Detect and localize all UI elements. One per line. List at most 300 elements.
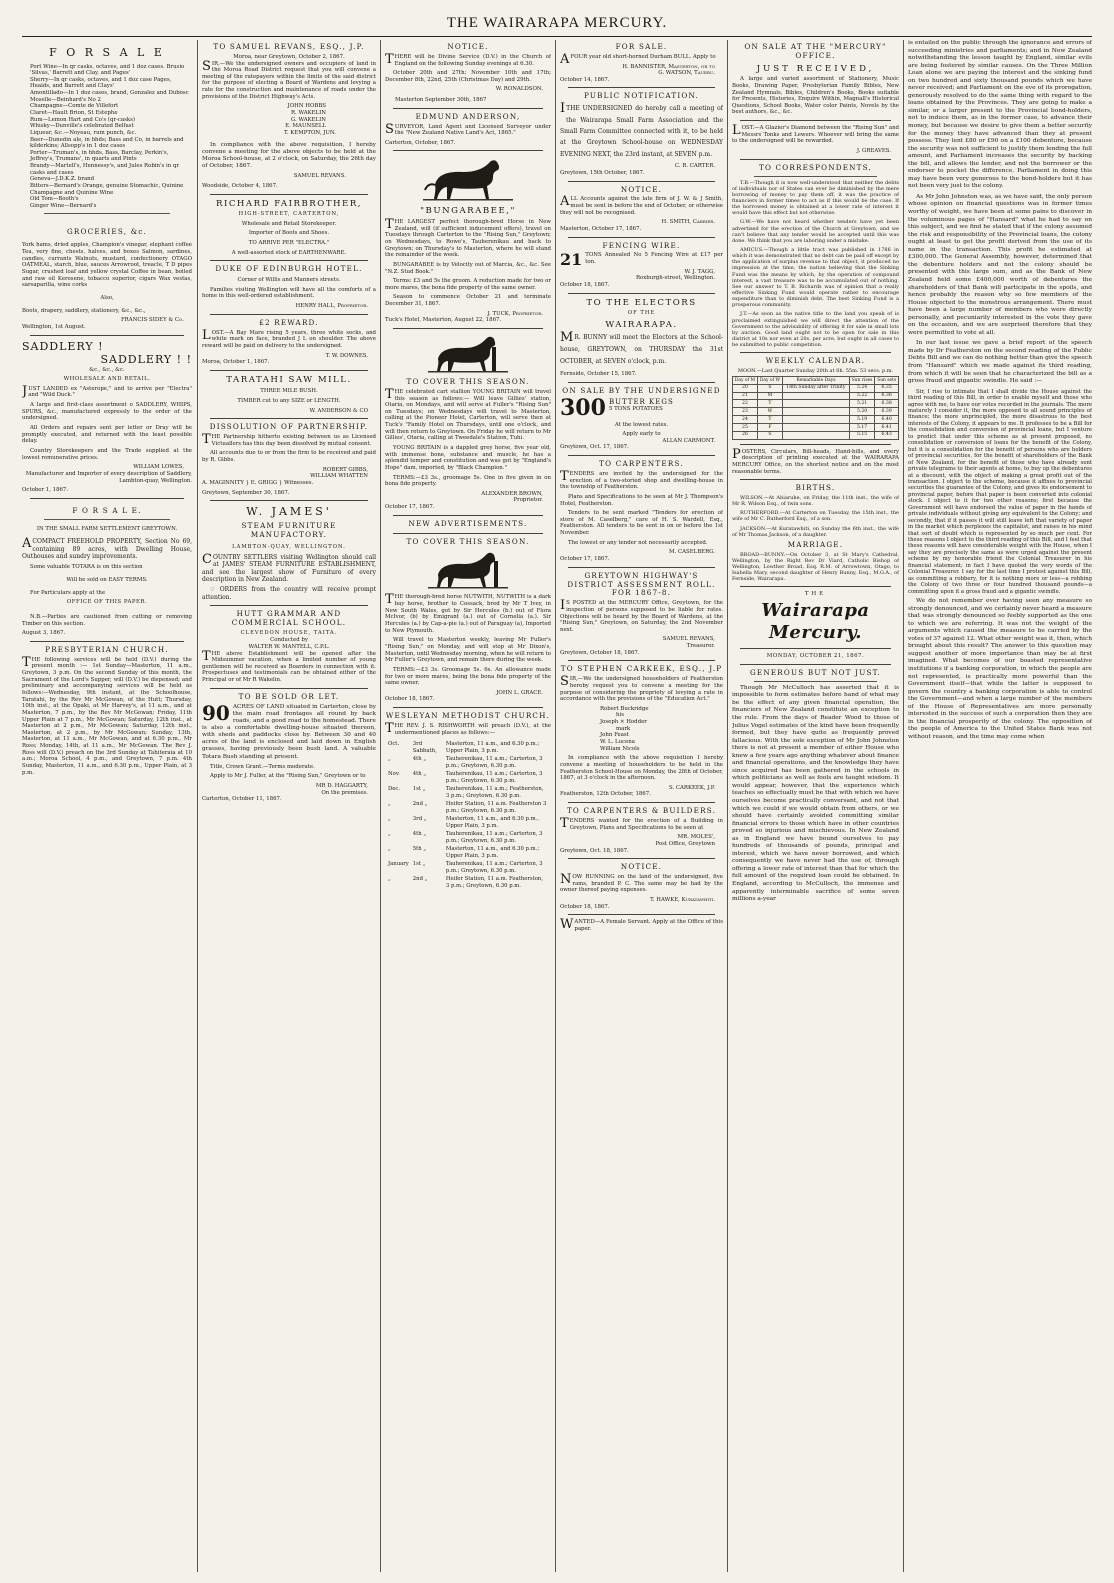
list-item: Champagne—Comte de Villefort — [30, 103, 119, 110]
table-cell: 5.21 — [849, 400, 874, 408]
hutt-name: WALTER W. MANTELL, C.P.L. — [248, 643, 330, 650]
highway-date: Greytown, October 18, 1867. — [560, 649, 640, 656]
fairbrother-sub: HIGH-STREET, CARTERTON, — [238, 211, 340, 218]
divider — [568, 293, 715, 294]
dissolution-signature: ROBERT GIBBS, — [322, 466, 368, 473]
column-rule — [727, 40, 728, 1572]
notice-accounts-date: Masterton, October 17, 1867. — [560, 225, 642, 232]
leader-continued: We do not remember ever having seen any measure so strongly denounced, and we certainly never heard a measure that was strongly denounced so feebly supported as the one to which we are referring. It was not the weight of the arguments which caused the measure to be carried by the votes of 37 against 12. What other weight was it, then, which brought about this result? The answer to this question may suggest another of more importance than may be at first imagined. What becomes of our boasted representative institutions if a banking corporation, in which the people are not represented, is practically more powerful than the Government itself—that while the latter is supposed to govern the country a banking corporation is able to control the Government—and when a large number of the members of the House of Representatives are more personally interested in the success of such a corporation then they are in the financial prosperity of the colony. The opposition of the people of America to the United States Bank was not without reason, and the time may come when — [908, 598, 1092, 740]
divider — [393, 328, 543, 329]
highway-heading: GREYTOWN HIGHWAY'S DISTRICT ASSESSMENT ROLL. FOR 1867-8. — [567, 570, 716, 598]
table-cell — [782, 431, 849, 439]
column-6 — [908, 40, 1092, 1576]
divider — [210, 370, 368, 371]
just-received-body: A large and varied assortment of Stationery, Music Books, Drawing Paper, Presbyterian Family Bibles, New Zealand Hymnals, Bibles, Children's Books, Books suitable for Presents, Histories, Enquire Within, Magnall's Historical Questions, School Books, Water color Paints, Novels by the best authors, &c., &c. — [732, 76, 899, 116]
hutt-heading: HUTT GRAMMAR AND COMMERCIAL SCHOOL. — [231, 609, 347, 628]
office-text: OFFICE OF THIS PAPER. — [66, 599, 148, 606]
table-row — [733, 431, 899, 439]
hutt-conducted: Conducted by — [270, 637, 308, 644]
divider — [568, 87, 715, 88]
reward-body: LOST.—A Bay Mare rising 5 years, three white socks, and white mark on face, branded J L on shoulder. The above reward will be paid on delivery to the undersigned. — [202, 327, 376, 349]
bungarabee-date: Tuck's Hotel, Masterton, August 22, 1867. — [385, 317, 502, 324]
table-cell: 23 — [733, 408, 758, 416]
sold-title: Title, Crown Grant.—Terms moderate. — [210, 763, 315, 770]
table-cell: Tauherenikau, 11 a.m.; Carterton, 3 p.m.; Greytown, 6.30 p.m. — [445, 756, 543, 769]
dissolution-body: All accounts due to or from the firm to be received and paid by R. Gibbs. — [202, 450, 376, 464]
cover-heading: TO COVER THIS SEASON. — [406, 377, 530, 387]
edmund-body: SURVEYOR, Land Agent and Licensed Surveyor under the "New Zealand Native Land's Act, 1865." — [385, 121, 551, 137]
table-cell: „ — [388, 846, 391, 853]
for-sale-bull-date: October 14, 1867. — [560, 76, 610, 83]
table-cell: Tauherenikau, 11 a.m.; Carterton, 3 p.m.; Greytown, 6.30 p.m. — [445, 861, 543, 874]
table-cell: 3rd „ — [412, 816, 427, 823]
carpenters-body: TENDERS are invited by the undersigned for the erection of a two-storied shop and dwelling-house in the township of Featherston. — [560, 468, 723, 491]
correspondents-heading: TO CORRESPONDENTS. — [758, 162, 873, 172]
bungarabee-heading: "BUNGARABEE," — [420, 206, 516, 217]
table-cell — [782, 400, 849, 408]
table-row — [387, 831, 549, 844]
fairbrother-line: Importer of Boots and Shoes. — [248, 230, 330, 237]
column-2 — [202, 40, 376, 1576]
signature: G. WAKELIN — [290, 116, 326, 123]
revans-heading: TO SAMUEL REVANS, ESQ., J.P. — [213, 42, 365, 51]
notice-rams-date: October 18, 1867. — [560, 903, 610, 910]
birth-notice: WILSON.—At Ahiaruhe, on Friday, the 11th inst., the wife of Mr R. Wilson Esq., of twin sons. — [732, 495, 899, 508]
lowes-signature: WILLIAM LOWES, — [133, 464, 184, 471]
table-cell: „ — [388, 876, 391, 883]
table-cell — [782, 416, 849, 424]
fairbrother-line: TO ARRIVE PER "ELECTRA." — [248, 240, 330, 247]
hutt-body: THE above Establishment will be opened after the Midsummer vacation, when a limited number of young gentlemen will be received as Boarders in connection with it. Prospectuses and testimonials can be obtained either of the Principal or of Mr R Wakelin. — [202, 648, 376, 684]
list-item: Old Tom—Booth's — [30, 196, 79, 203]
easy-terms: Will be sold on EASY TERMS. — [66, 577, 148, 584]
signature: E. MAUNSELL — [285, 123, 326, 130]
divider — [30, 641, 184, 642]
divider — [740, 648, 891, 649]
birth-notice: RUTHERFORD.—At Carterton on Tuesday, the 15th inst., the wife of Mr C. Rutherford Esq., of a son. — [732, 510, 899, 523]
divider — [568, 567, 715, 568]
electors-of: OF THE — [627, 310, 656, 317]
leader-heading: GENEROUS BUT NOT JUST. — [749, 667, 882, 677]
calendar-table — [732, 376, 899, 439]
on-sale-item: 5 TONS POTATOES — [608, 406, 663, 413]
francis-sidey-date: Wellington, 1st August. — [22, 323, 86, 330]
signature: JOHN HOBBS — [287, 103, 326, 110]
notice-rams-signature: T. HAWKE, Kuratawhiti. — [650, 896, 715, 903]
divider — [210, 688, 368, 689]
list-item: Brandy—Martell's, Hennessy's, and Jules Robin's in qr casks and cases — [30, 163, 179, 176]
list-item: Claret—Hault Brion, St Estephe — [30, 110, 118, 116]
presbyterian-heading: PRESBYTERIAN CHURCH. — [45, 644, 169, 654]
signature: Robert Buckridge — [600, 705, 649, 712]
table-row — [387, 771, 549, 784]
james-heading: W. JAMES' — [246, 505, 332, 519]
lowes-description: Manufacturer and Importer of every description of Saddlery, Lambton-quay, Wellington. — [25, 470, 192, 484]
on-sale-item: BUTTER KEGS — [608, 397, 674, 406]
divider — [740, 159, 891, 160]
fairbrother-line: Wholesale and Retail Storekeeper. — [241, 220, 337, 227]
carpenters-heading: TO CARPENTERS. — [599, 459, 684, 469]
divider — [568, 382, 715, 383]
divider — [740, 120, 891, 121]
dissolution-body: THE Partnership hitherto existing between us as Licensed Victuallers has this day been dissolved by mutual consent. — [202, 432, 376, 448]
lost-diamond-signature: J. GREAVES. — [856, 148, 891, 155]
dissolution-signature: WILLIAM WHATTEN — [310, 473, 368, 480]
sold-date: Carterton, October 11, 1867. — [202, 796, 282, 803]
public-notification-body: ITHE UNDERSIGNED do hereby call a meeting of the Wairarapa Small Farm Association and the Small Farm Committee connected with it, to be held at the Greytown School-house on WEDNESDAY EVENING NEXT, the 23rd instant, at SEVEN p.m. — [560, 101, 723, 158]
carpenters-body: Tenders to be sent marked "Tenders for erection of store of M. Caselberg," care of H. S. Wardell, Esq., Featherston. All tenders to be sent in on or before the 1st November. — [560, 510, 723, 537]
wesleyan-heading: WESLEYAN METHODIST CHURCH. — [385, 711, 551, 721]
revans-date: Woodside, October 4, 1867. — [202, 183, 278, 190]
electors-date: Fernside, October 15, 1867. — [560, 371, 637, 378]
table-cell: Dec. — [388, 786, 401, 793]
on-sale-signature: ALLAN CARMONT. — [662, 437, 715, 444]
list-item: Moselle—Beinhard's No 2 — [30, 96, 101, 103]
notice-accounts-body: ALL Accounts against the late firm of J. W. & J Smith, must be sent in before the end of October, or otherwise they will not be recognised. — [560, 194, 723, 216]
table-cell: 6.40 — [875, 416, 899, 424]
saddlery-heading-2: SADDLERY ! ! — [100, 353, 192, 367]
divider — [568, 181, 715, 182]
reward-heading: £2 REWARD. — [259, 317, 319, 327]
notice-body: THERE will be Divine Service (D.V.) in the Church of England on the following Sunday evenings at 6.30. — [385, 51, 551, 67]
fencing-wire-signature: W. J. TAGG, — [684, 268, 715, 275]
dissolution-date: Greytown, September 30, 1867. — [202, 489, 290, 496]
cover-2-heading: TO COVER THIS SEASON. — [406, 536, 530, 546]
signature: Joseph × Hodder — [600, 719, 647, 726]
table-cell: „ — [388, 801, 391, 808]
birth-notice: JACKSON.—At Kuratawhiti, on Sunday the 6th inst., the wife of Mr Thomas Jackson, of a daughter. — [732, 525, 899, 538]
nutwith-date: October 18, 1867. — [385, 696, 435, 703]
fencing-wire-address: Roxburgh-street, Wellington. — [635, 275, 715, 282]
table-cell: 22 — [733, 400, 758, 408]
table-cell: 5.15 — [849, 431, 874, 439]
carkeek-heading: TO STEPHEN CARKEEK, ESQ., J.P — [560, 664, 723, 674]
table-cell: 5.20 — [849, 408, 874, 416]
table-cell: Masterton, 11 a.m., and 6.30 p.m.; Upper Plain, 3 p.m. — [445, 741, 540, 754]
nb-text: N.B.—Parties are cautioned from cutting or removing Timber on this section. — [22, 613, 192, 627]
calendar-heading: WEEKLY CALENDAR. — [765, 356, 866, 366]
fencing-wire-heading: FENCING WIRE. — [602, 240, 681, 250]
table-cell: Nov. — [388, 771, 400, 778]
duke-body: Families visiting Wellington will have all the comforts of a home in this well-ordered establishment. — [202, 286, 376, 300]
column-rule — [903, 40, 904, 1572]
list-item: Port Wine—In qr casks, octaves, and 1 doz cases. Brusio 'Silvas,' Barrett and Clay, and Pages' — [30, 63, 185, 77]
divider — [210, 314, 368, 315]
divider — [210, 605, 368, 606]
posters-ad: POSTERS, Circulars, Bill-heads, Hand-bills, and every description of printing executed at the WAIRARAPA MERCURY Office, on the shortest notice and on the most reasonable terms. — [732, 446, 899, 475]
column-5 — [732, 40, 899, 1576]
horse-icon — [428, 333, 508, 375]
divider — [210, 194, 368, 195]
dissolution-witnesses: A. MAGINNITY } E. GRIGG } Witnesses. — [202, 480, 314, 487]
just-received-heading: JUST RECEIVED, — [756, 63, 875, 74]
hutt-place: CLEVEDON HOUSE, TAITA. — [240, 629, 338, 636]
francis-sidey-signature: FRANCIS SIDEY & Co. — [120, 317, 184, 324]
table-row — [387, 846, 549, 859]
divider — [210, 260, 368, 261]
divider — [30, 335, 184, 336]
leader-continued: As Mr John Johnston was, as we have said, the only person whose opinion on financial questions was in former times worthy of weight, we have been at some pains to discover in the voluminous pages of "Hansard" what he had to say on this subject, and we find he stated that if the colony assumed the risk and responsibility of the Provincial loans, the colony ought at least to get the profit derived from the use of its name in the transaction. This profit he estimated at £300,000. The General Assembly, however, determined that the debenture holders and not the colony should be presented with this large sum, and as the Bank of New Zealand held some £400,000 worth of debentures the shareholders of that Bank will participate in the spoils, and hence probably the reason why so few members of the House objected to the monstrous arrangement. There must have been a large number of members who were directly personally, and pecuniarily interested in the vote they gave on the occasion, and we are surprised therefore that they were permitted to vote at all. — [908, 193, 1092, 336]
nutwith-signature: JOHN L. GRACE. — [496, 689, 543, 696]
sold-heading: TO BE SOLD OR LET. — [238, 691, 340, 701]
on-sale-date: Greytown, Oct. 17, 1867. — [560, 444, 629, 451]
table-cell: 6.38 — [875, 400, 899, 408]
table-cell: 6.35 — [875, 384, 899, 392]
table-cell: „ — [388, 756, 391, 763]
public-notification-date: Greytown, 15th October, 1867. — [560, 169, 645, 176]
table-cell: 5.24 — [849, 384, 874, 392]
for-sale-bull-signature: G. WATSON, Taueru. — [658, 70, 715, 77]
sold-premises: On the premises. — [321, 789, 368, 796]
table-cell: 2nd „ — [412, 801, 428, 808]
bungarabee-body: THE LARGEST perfect thorough-bred Horse in New Zealand, will (if sufficient inducement offers), travel on Tuesdays through Carterton to the "Rising Sun," Greytown; on Wednesdays, to Rowe's, Tauherenikau and back to Greytown; on Thursday's to Masterton, where he will stand the remainder of the week. — [385, 217, 551, 259]
nb-date: August 3, 1867. — [22, 630, 66, 637]
young-britain-signature: ALEXANDER BROWN, — [481, 490, 543, 497]
leader-body: Though Mr McCulloch has asserted that it is impossible to form estimates before hand of what may be the effect of any given financial operation, the financiers of New Zealand constitute an exception to the rule. From the days of Reader Wood to those of Julius Vogel estimates of the kind have been frequently formed, but they have quite as frequently proved fallacious. With the sole exception of Mr John Johnston there is not at present a member of either House who knew a few years ago anything whatever about finance and financial operations, and the knowledge they have since acquired has been gathered in the schools in which politicians as well as fools are taught wisdom. It would appear, however, that the experience which teaches so effectually must be that with which we have ourselves become practically conversant, and not that which we could if we would obtain from others, or we should have certainly avoided committing similar financial errors to those which have in other countries proved so injurious and mischievous. In New Zealand as in England we have bound ourselves to pay hundreds of thousands of pounds, principal and interest, which we have never borrowed, and which consequently we have never had the use of, through offering a lower rate of interest than that for which the full amount of the required loan could be obtained. In England, according to McCulloch, the immense and apparently interminable sacrifice of some seven millions a-year — [732, 684, 899, 903]
divider — [393, 150, 543, 151]
lost-diamond-body: LOST.—A Glazier's Diamond between the "Rising Sun" and Messrs Tonks and Lewers. Whoever will bring the same to the undersigned will be rewarded. — [732, 123, 899, 145]
table-cell: F — [757, 423, 782, 431]
table-cell — [782, 408, 849, 416]
nutwith-terms: TERMS:—£3 3s. Groomage 5s. 6s. An allowance made for two or more mares, being the bona fide property of the same owner. — [385, 666, 551, 687]
james-place: LAMBTON-QUAY, WELLINGTON. — [232, 543, 346, 550]
james-body: COUNTRY SETTLERS visiting Wellington should call at JAMES' STEAM FURNITURE ESTABLISHMENT, and see the largest show of Furniture of every description in New Zealand. — [202, 551, 376, 584]
builders-body: TENDERS wanted for the erection of a Building in Greytown, Plans and Specifications to be seen at — [560, 815, 723, 831]
nutwith-body: Will travel to Masterton weekly, leaving Mr Fuller's "Rising Sun," on Monday, and will stop at Mr Dixon's, Masterton, until Wednesday morning, when he will return to Mr Fuller's Greytown, and remain there during the week. — [385, 637, 551, 664]
table-cell: 26 — [733, 431, 758, 439]
new-advertisements-heading: NEW ADVERTISEMENTS. — [408, 518, 528, 528]
on-sale-rates: At the lowest rates. — [614, 421, 669, 428]
column-4 — [560, 40, 723, 1576]
young-britain-date: October 17, 1867. — [385, 504, 435, 511]
carpenters-body: Plans and Specifications to be seen at Mr J. Thompson's Hotel, Featherston. — [560, 493, 723, 507]
particulars-text: For Particulars apply at the — [30, 589, 106, 596]
list-item: Liqueur, &c.—Noyeau, rum punch, &c. — [30, 129, 137, 136]
table-cell: 2nd „ — [412, 876, 428, 883]
electors-wairarapa: WAIRARAPA. — [605, 319, 678, 330]
column-3 — [385, 40, 551, 1576]
notice-accounts-heading: NOTICE. — [620, 184, 663, 194]
notice-accounts-signature: H. SMITH, Carrier. — [661, 219, 715, 226]
list-item: Geneva—J.D.K.Z. brand — [30, 176, 95, 183]
leader-continued: is entailed on the public through the ignorance and errors of succeeding ministries and parliaments; and in New Zealand notwithstanding the lesson taught by England, similar evils are being fostered by similar causes. On the Three Million Loan alone we are paying the interest and the sinking fund on two hundred and sixty thousand pounds which we have never received; and Parliament on the eve of its prorogation, generously resolved to do the same thing with regard to the loans obtained by the Provinces. They are going to make a similar, or a larger present to the Provincial bond-holders, not to induce them, as in the former case, to advance their money, but because we desire to give them a better security for the money they have advanced than they at present possess. They lent £80 or £90 on a £100 debenture, because the security was not sufficient to justify them lending the full amount, and Parliament increases the security by backing the bill, and allows the lender, and not the borrower or the endorser to pocket the difference. Parliament in doing this may have been very generous to the bond-holders but it has not been very just to the colony. — [908, 40, 1092, 190]
saw-mill-signature: W. ANDERSON & CO — [309, 407, 368, 414]
divider — [393, 707, 543, 708]
table-cell — [782, 392, 849, 400]
table-cell: Oct. — [388, 741, 400, 748]
sold-body: ACRES OF LAND situated in Carterton, close by the main road frontages all round by back roads, and a good road to the homestead. There is also a comfortable dwelling-house situated thereon, with sheds and paddocks close by. Between 30 and 40 acres of the land is enclosed and laid down in English grasses, having previously been bush land. A valuable Totara Bush standing at present. — [202, 703, 376, 760]
builders-heading: TO CARPENTERS & BUILDERS. — [566, 806, 717, 816]
young-britain-proprietor: Proprietor. — [513, 497, 543, 504]
list-item: Rum—Lemon Hart and Co's (qr-casks) — [30, 116, 135, 123]
for-sale-2-heading: F O R S A L E. — [72, 505, 142, 515]
correspondent-reply: AMICUS.—Though a little tract was published in 1786 in which it was demonstrated that no debt can be paid off except by the application of surplus revenue to that object, it produced no impression at the time, the nation believing that the Sinking Fund was the means by which, by the operation of compound interest, a vast treasure was to be accumulated out of nothing. See our answer to T. B. Richards was of opinion that a really effective Sinking Fund would operate rather to encourage expenditure than to diminish debt. The best Sinking Fund is a prosperous community. — [732, 246, 899, 309]
table-cell: 6.39 — [875, 408, 899, 416]
divider — [568, 660, 715, 661]
public-notification-heading: PUBLIC NOTIFICATION. — [583, 91, 700, 101]
on-sale-heading: ON SALE BY THE UNDERSIGNED — [562, 385, 721, 395]
saw-mill-timber: TIMBER cut to any SIZE or LENGTH. — [237, 398, 341, 405]
james-orders: ☞ ORDERS from the country will receive prompt attention. — [202, 586, 376, 601]
young-britain-terms: TERMS:—£3 3s., groomage 5s. One in five given in on bona fide property. — [385, 474, 551, 488]
table-cell: T — [757, 400, 782, 408]
small-farm-text: IN THE SMALL FARM SETTLEMENT GREYTOWN. — [36, 525, 178, 532]
for-sale-bull-body: AFOUR year old short-horned Durham BULL. Apply to — [560, 51, 716, 67]
carkeek-reply: In compliance with the above requisition I hereby convene a meeting of householders to be held in the Featherston School-House on Monday, the 28th of October, 1867, at 3 o'clock in the afternoon. — [560, 755, 723, 782]
calendar-column-header: Sun rises — [849, 377, 874, 385]
correspondent-reply: G.W.—We have not heard whether tenders have yet been advertised for the erection of the Church at Greytown, and we can't believe that any tender would be accepted until this was done. We think that you are laboring under a mistake. — [732, 219, 899, 244]
edmund-date: Carterton, October, 1867. — [385, 139, 456, 146]
correspondent-reply: T.B.—Though it is now well-understood that neither the debts of individuals nor of States can ever be diminished by the mere borrowing of money to pay them off, it was the practice of financiers in former times to act as if this would be the case. If the borrowed money is obtained at a lower rate of interest it would have this effect but not otherwise. — [732, 179, 899, 217]
fencing-wire-tons: 21 — [560, 250, 583, 270]
table-cell: 18th Sunday after Trinity — [782, 384, 849, 392]
for-sale-bull-signature: H. BANNISTER, Masterton, or to — [622, 63, 715, 70]
table-cell: 6.43 — [875, 431, 899, 439]
column-rule — [555, 40, 556, 1572]
bungarabee-body: Terms: £3 and 5s the groom. A reduction made for two or more mares, the bona fide property of the same owner. — [385, 278, 551, 291]
table-cell: W — [757, 408, 782, 416]
electors-body: MR. BUNNY will meet the Electors at the School-house, GREYTOWN, on THURSDAY the 31st OCTOBER, at SEVEN o'clock, p.m. — [560, 330, 723, 366]
table-cell: Masterton, 11 a.m., and 6.30 p.m., Upper Plain, 3 p.m. — [445, 816, 540, 829]
divider — [210, 500, 368, 501]
table-cell: 3rd Sabbath, — [412, 741, 437, 754]
table-cell: 4th „ — [412, 771, 427, 778]
divider — [568, 914, 715, 915]
notice-date: Masterton September 30th, 1867 — [395, 97, 487, 104]
totara-text: Some valuable TOTARA is on this section — [30, 564, 143, 571]
divider — [740, 479, 891, 480]
featherston-speech: Sir, I rise to intimate that I shall divide the House against the third reading of this Bill, in order to enable myself and those who agree with me, to have our votes recorded in the journals. The more maturely I consider it, the more opposed to all sound principles of finance; the more unprincipled, the more disastrous to the best interests of the Colony, it appears to me. It professes to be a Bill for the consolidation and conversion of provincial loans, but I venture to predict that under this scheme as at present proposed, no consolidation or conversion of loans for the benefit of the Colony, but it is a consolidation for the benefit of persons who are holders of provincial securities, for the benefit of shareholders of the Bank of New Zealand, for the benefit of those who have already sent private telegrams to their agents at home, to buy up the debentures at a discount, with the object of making a great profit out of the transaction. I object to the scheme, because it affixes to provincial securities the guarantee of the Colony, and gives its endorsement to provincial paper, before that paper is been converted into colonial stock. I object to it for two other reasons; first because the Government will have endorsed the value of paper in the hands of private individuals without giving any equivalent to the Colony; and secondly, that if it passes it will still leave left that variety of paper in the market which perplexes the capitalist, and raises in his mind that sort of doubt which is represented by so much per cent. For these reasons I object to the third reading of this Bill, and I feel that these reasons will have considerable weight with the House, when I say they are precisely the same as were urged against the present scheme by my honorable friend the Colonial Treasurer in his financial statement; in fact I have quoted the very words of the Colonial Treasurer. I say for the last time I protest against this Bill, as committing a robbery, for it is nothing more or less—a robbing the Colony of two three or four hundred thousand pounds—a committing upon it a gross fraud and a gigantic swindle. — [908, 388, 1092, 595]
wine-list — [22, 64, 192, 210]
young-britain-body: THE celebrated cart stallion YOUNG BRITAIN will travel this season as follows:— Will leave Gillies' station, Otaria, on Mondays, and will serve at Fuller's "Rising Sun" on Tuesdays; on Wednesdays will travel to Masterton, calling at the Pioneer Hotel, Carterton, will serve then at Tuck's "Family Hotel on Thursdays, until one o'clock, and will then return to Greytown. On Friday he will return to Mr Gillies', Otaria, calling at Tweedale's Station, Tuhi. — [385, 386, 551, 442]
saw-mill-heading: TARATAHI SAW MILL. — [226, 374, 352, 385]
table-cell: M — [757, 392, 782, 400]
groceries-list: York hams, dried apples, Champion's vinegar, elephant coffee Tea, very fine, chests, halves, and boxes Salmon, sardines, candles, currants Walnuts, mustard, confectionery OTAGO OATMEAL, starch, blue, sauces Arrowroot, treacle, T D pipes Sugar, crushed loaf and yellow crystal Coffee in bean, boiled and raw oil Kerosene, tobacco superior, cigars Wax vestas, sarsaparilla, wine corks — [22, 242, 192, 289]
revans-reply: In compliance with the above requisition, I hereby convene a meeting for the above objects to be held at the Moroa School-house, at 2 o'clock, on Saturday, the 26th day of October, 1867. — [202, 141, 376, 169]
carkeek-date: Featherston, 12th October, 1867. — [560, 791, 651, 798]
list-item: Ginger Wine—Bernard's — [30, 202, 97, 209]
table-row — [387, 801, 549, 814]
table-cell: 1st „ — [412, 861, 426, 868]
column-rule — [197, 40, 198, 1572]
births-heading: BIRTHS. — [795, 483, 836, 493]
table-cell: 24 — [733, 416, 758, 424]
carkeek-signature: S. CARKEEK, J.P. — [668, 784, 715, 791]
fairbrother-line: A well-assorted stock of EARTHENWARE. — [231, 249, 347, 256]
divider — [568, 237, 715, 238]
saddlery-body: JUST LANDED ex "Asterope," and to arrive per "Electra" and "Wild Duck." — [22, 383, 192, 399]
duke-heading: DUKE OF EDINBURGH HOTEL. — [215, 264, 363, 274]
list-item: Beer—Dunedin ale, in hhds; Bass and Co, in barrels and kilderkins; Allsopp's in 1 doz cases — [30, 136, 184, 150]
mercury-sale-heading: ON SALE AT THE "MERCURY" OFFICE. — [744, 42, 887, 60]
table-cell: S — [757, 384, 782, 392]
masthead-rule — [22, 36, 1092, 37]
table-cell: S — [757, 431, 782, 439]
edmund-heading: EDMUND ANDERSON, — [415, 111, 521, 121]
saddlery-body: A large and first-class assortment o SADDLERY, WHIPS, SPURS, &c., manufactured expressly to the order of the undersigned. — [22, 402, 192, 422]
for-sale-bull-heading: FOR SALE. — [615, 42, 668, 51]
groceries-heading: GROCERIES, &c. — [66, 226, 148, 236]
duke-signature: HENRY HALL, Proprietor. — [295, 303, 368, 310]
divider — [754, 681, 877, 682]
dissolution-heading: DISSOLUTION OF PARTNERSHIP. — [209, 422, 369, 432]
duke-address: Corner of Willis and Manners streets. — [237, 277, 341, 284]
signature: R. WAKELIN — [290, 109, 326, 116]
highway-body: IS POSTED at the MERCURY Office, Greytown, for the inspection of persons supposed to be liable for rates. Objections will be heard by the Board of Wardens, at the "Rising Sun," Greytown, on Saturday, the 2nd November next. — [560, 598, 723, 633]
on-sale-apply: Apply early to — [622, 431, 661, 438]
table-cell: Heifer Station, 11 a.m. Featherston, 3 p.m.; Greytown, 6.30 p.m. — [445, 876, 544, 889]
fairbrother-heading: RICHARD FAIRBROTHER, — [215, 198, 363, 209]
table-row — [387, 756, 549, 769]
bungarabee-body: BUNGARABEE is by Velocity out of Marcia, &c., &c. See "N.Z. Stud Book." — [385, 261, 551, 275]
table-cell: 4th „ — [412, 756, 427, 763]
table-cell: 4th „ — [412, 831, 427, 838]
issue-date: MONDAY, OCTOBER 21, 1867. — [766, 653, 865, 660]
table-row — [733, 416, 899, 424]
wesleyan-table — [385, 739, 551, 891]
calendar-column-header: Day of W — [757, 377, 782, 385]
divider — [568, 455, 715, 456]
table-cell: 25 — [733, 423, 758, 431]
notice-rams-heading: NOTICE. — [620, 862, 663, 872]
divider — [393, 533, 543, 534]
table-cell: 6.36 — [875, 392, 899, 400]
revans-signature: SAMUEL REVANS. — [293, 172, 346, 179]
table-row — [387, 786, 549, 799]
carpenters-body: The lowest or any tender not necessarily accepted. — [568, 539, 708, 546]
correspondent-reply: J.T.—As soon as the native title to the land you speak of is proclaimed extinguished we will direct the attention of the Government to the advisability of offering it for sale in small lots by auction. Good land ought not to be open for sale in this district at 10s nor even at 20s. per acre, but ought in all cases to be submitted to public competition. — [732, 311, 899, 349]
divider — [393, 108, 543, 109]
revans-body: SIR,—We the undersigned owners and occupiers of land in the Moroa Road District request that you will convene a meeting of the ratepayers within the limits of the said district for the purpose of electing a Board of Wardens and levying a rate for the construction and maintenance of roads under the provisions of the District Highway's Acts. — [202, 58, 376, 100]
marriage-notice: BROAD—BUNNY.—On October 3, at St Mary's Cathedral, Wellington, by the Right Rev Dr Viard, Catholic Bishop of Wellington, Lowther Broad, Esq. R.M. of Arrowtown, Otago, to Isabella Mary, second daughter of Henry Bunny, Esq., M.G.A., of Fernside, Wairarapa. — [732, 551, 899, 583]
divider — [210, 418, 368, 419]
carpenters-date: October 17, 1867. — [560, 556, 610, 563]
horse-icon — [428, 549, 508, 591]
fencing-wire-date: October 18, 1867. — [560, 282, 610, 288]
table-row — [387, 876, 549, 889]
table-cell: „ — [388, 831, 391, 838]
also-text: Also, — [100, 294, 114, 301]
builders-signature: MR. MOLES', — [677, 834, 715, 841]
wholesale-retail: WHOLESALE AND RETAIL. — [63, 376, 151, 383]
reward-date: Moroa, October 1, 1867. — [202, 359, 270, 366]
divider — [740, 586, 891, 587]
table-cell: Tauherenikau, 11 a.m.; Featherston, 3 p.m.; Greytown, 6.30 p.m. — [445, 786, 544, 799]
signature: W. L. Lucena — [600, 738, 635, 745]
notice-signature: W. RONALDSON. — [495, 86, 543, 93]
saddlery-heading-1: SADDLERY ! — [22, 339, 104, 353]
table-cell: 5.19 — [849, 416, 874, 424]
table-row — [387, 816, 549, 829]
sold-acres-number: 90 — [202, 700, 230, 725]
young-britain-body: YOUNG BRITAIN is a dappled grey horse, five year old, with immense bone, substance and muscle, he has a splendid temper and constitution and was got by "England's Hope" dam, imported, by "Black Champion." — [385, 445, 551, 471]
divider — [568, 858, 715, 859]
table-row — [733, 400, 899, 408]
divider — [740, 664, 891, 665]
electors-heading: TO THE ELECTORS — [586, 297, 697, 308]
table-row — [733, 384, 899, 392]
column-1 — [22, 40, 192, 1576]
table-cell — [782, 423, 849, 431]
list-item: Porter—Truman's, in hhds, Bass, Barclay, Perkin's, Jeffrey's, Trumans', in quarts and Pints — [30, 149, 169, 163]
column-rule — [380, 40, 381, 1572]
divider — [568, 802, 715, 803]
nutwith-body: THE thorough-bred horse NUTWITH, NUTWITH is a dark bay horse, brother to Cossack, bred by Mr T Ivey, in New South Wales, got by Sir Hercules (b.) out of Flora McIvor, (b) by Emigrant (a.) out of Cornelia (a.). Sir Hercules (a.) by Cap-a-pie (a.) out of Paraguay (a), Imported to New Plymouth. — [385, 592, 551, 634]
saddlery-etc: &c., &c., &c. — [89, 366, 125, 373]
calendar-column-header: Sun sets — [875, 377, 899, 385]
table-cell: 5.17 — [849, 423, 874, 431]
builders-address: Post Office, Greytown — [655, 840, 715, 847]
